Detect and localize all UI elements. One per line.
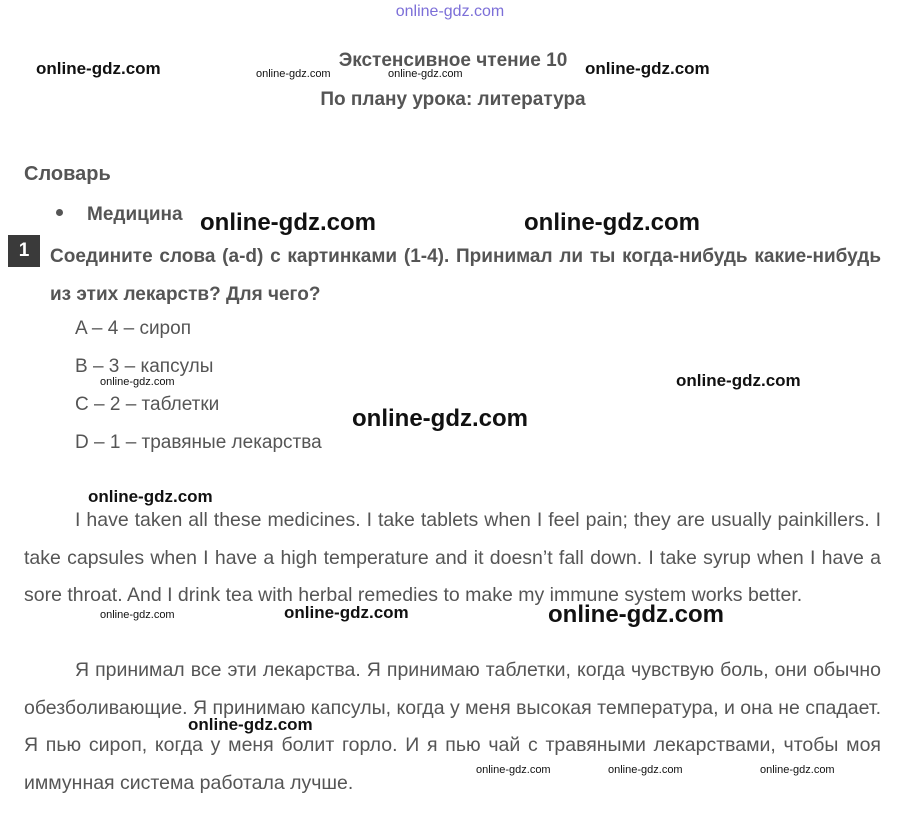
- answer-item: C – 2 – таблетки: [75, 394, 220, 415]
- bullet-item: [56, 204, 183, 226]
- page-title: Экстенсивное чтение 10: [338, 50, 568, 71]
- section-title: Словарь: [24, 163, 111, 185]
- watermark: online-gdz.com: [88, 487, 213, 506]
- russian-paragraph: Я принимал все эти лекарства. Я принимаю таблетки, когда чувствую боль, они обычно обезболивающие. Я принимаю капсулы, когда у меня высокая температура, и она не спадает. Я пью сироп, когда у меня болит горло. И я пью чай с травяными лекарствами, чтобы моя иммунная система работала лучше.: [24, 659, 881, 795]
- exercise-number-badge: 1: [8, 235, 40, 267]
- answer-list: [75, 313, 322, 465]
- watermark: online-gdz.com: [476, 764, 551, 776]
- watermark: online-gdz.com: [188, 715, 313, 734]
- bullet-dot-icon: [56, 209, 63, 216]
- watermark: online-gdz.com: [352, 405, 528, 432]
- watermark: online-gdz.com: [36, 59, 161, 78]
- watermark: online-gdz.com: [585, 59, 710, 78]
- bullet-item-label: Медицина: [87, 204, 183, 225]
- watermark: online-gdz.com: [548, 601, 724, 628]
- watermark: online-gdz.com: [608, 764, 683, 776]
- watermark: online-gdz.com: [284, 603, 409, 622]
- watermark: online-gdz.com: [200, 209, 376, 236]
- exercise-question: Соедините слова (a-d) с картинками (1-4). Принимал ли ты когда-нибудь какие-нибудь из этих лекарств? Для чего?: [50, 246, 881, 305]
- watermark: online-gdz.com: [388, 68, 463, 80]
- answer-item: A – 4 – сироп: [75, 318, 191, 339]
- page-subtitle: По плану урока: литература: [320, 89, 586, 110]
- watermark: online-gdz.com: [760, 764, 835, 776]
- english-paragraph: I have taken all these medicines. I take tablets when I feel pain; they are usually painkillers. I take capsules when I have a high temperature and it doesn’t fall down. I take syrup when I have a sore throat. And I drink tea with herbal remedies to make my immune system works better.: [24, 509, 881, 607]
- watermark: online-gdz.com: [100, 376, 175, 388]
- answer-item: D – 1 – травяные лекарства: [75, 432, 322, 453]
- watermark: online-gdz.com: [256, 68, 331, 80]
- watermark: online-gdz.com: [524, 209, 700, 236]
- watermark: online-gdz.com: [100, 609, 175, 621]
- watermark: online-gdz.com: [676, 371, 801, 390]
- watermark-top: online-gdz.com: [395, 3, 505, 20]
- answer-item: B – 3 – капсулы: [75, 356, 214, 377]
